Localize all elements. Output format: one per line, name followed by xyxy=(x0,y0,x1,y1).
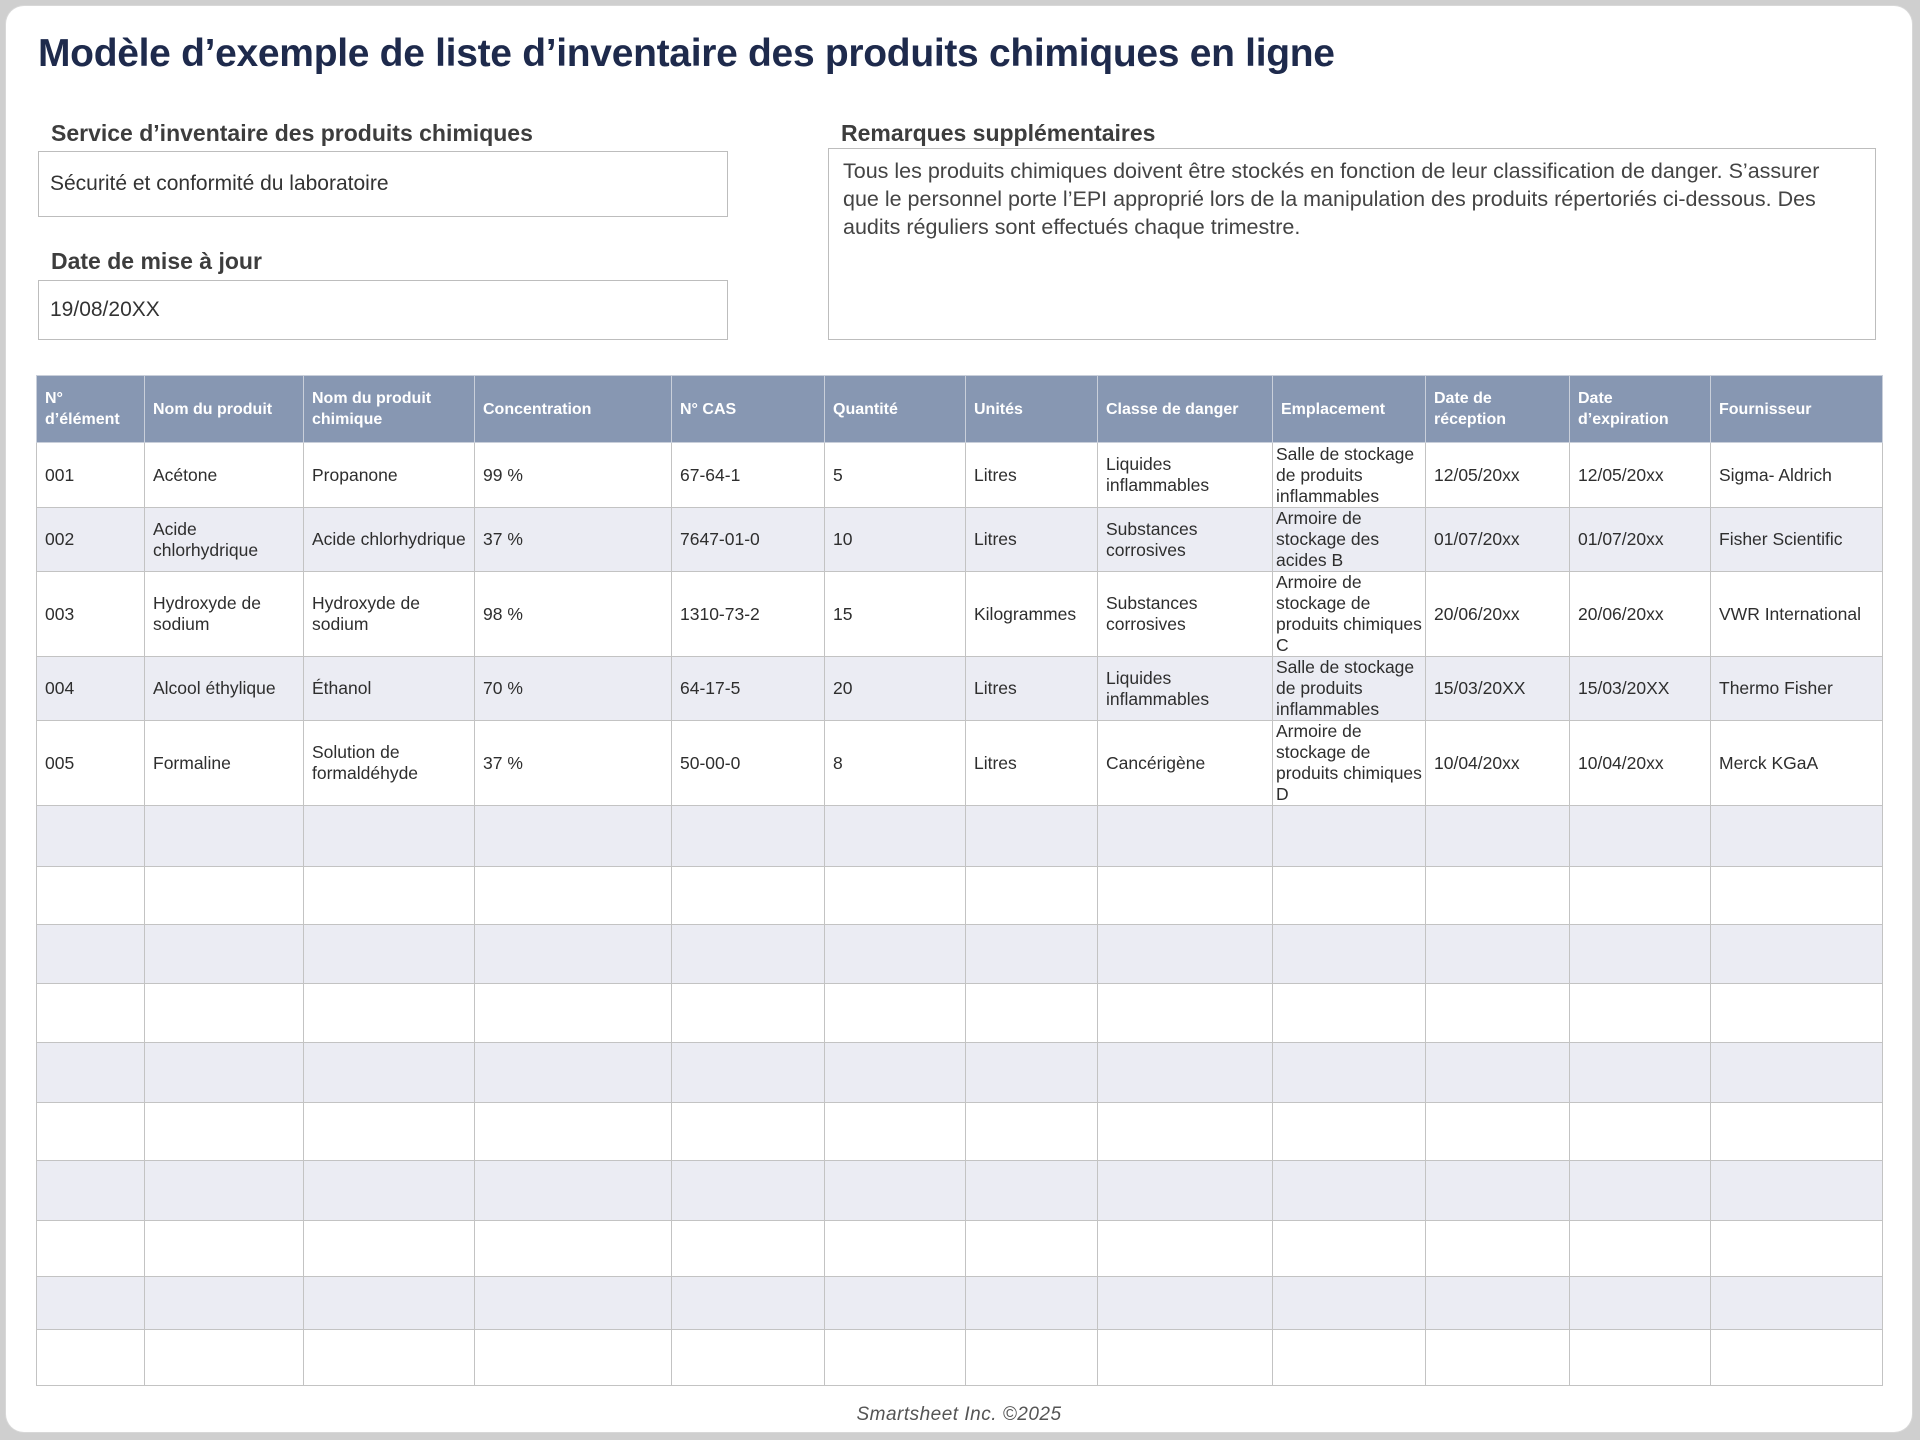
notes-text: Tous les produits chimiques doivent être stockés en fonction de leur classification de danger. S’assurer que le personnel porte l’EPI approprié lors de la manipulation des produits répertoriés ci-dessous. Des audits réguliers sont effectués chaque trimestre. xyxy=(843,159,1820,239)
empty-cell-concentration[interactable] xyxy=(475,1330,672,1386)
date-field[interactable] xyxy=(38,280,728,340)
empty-cell-expiration-date[interactable] xyxy=(1570,867,1711,925)
empty-cell-item-number[interactable] xyxy=(37,806,145,867)
header-concentration: Concentration xyxy=(475,376,672,443)
header-received-date: Date de réception xyxy=(1426,376,1570,443)
empty-cell-received-date[interactable] xyxy=(1426,1043,1570,1103)
empty-cell-received-date[interactable] xyxy=(1426,1221,1570,1277)
empty-cell-expiration-date[interactable] xyxy=(1570,984,1711,1043)
cell-concentration[interactable]: 99 % xyxy=(475,443,672,508)
empty-cell-quantity[interactable] xyxy=(825,1043,966,1103)
empty-cell-chemical-name[interactable] xyxy=(304,984,475,1043)
empty-cell-supplier[interactable] xyxy=(1711,867,1883,925)
empty-cell-received-date[interactable] xyxy=(1426,1161,1570,1221)
header-product-name: Nom du produit xyxy=(145,376,304,443)
empty-cell-supplier[interactable] xyxy=(1711,1103,1883,1161)
empty-cell-supplier[interactable] xyxy=(1711,806,1883,867)
empty-cell-quantity[interactable] xyxy=(825,1277,966,1330)
cell-supplier[interactable]: Merck KGaA xyxy=(1711,721,1883,806)
cell-expiration-date[interactable]: 01/07/20xx xyxy=(1570,508,1711,572)
empty-cell-chemical-name[interactable] xyxy=(304,1161,475,1221)
cell-hazard-class[interactable]: Liquides inflammables xyxy=(1098,657,1273,721)
empty-cell-product-name[interactable] xyxy=(145,925,304,984)
empty-cell-product-name[interactable] xyxy=(145,867,304,925)
empty-cell-cas-number[interactable] xyxy=(672,1221,825,1277)
table-row-empty xyxy=(37,806,1883,867)
empty-cell-units[interactable] xyxy=(966,1103,1098,1161)
empty-cell-chemical-name[interactable] xyxy=(304,1221,475,1277)
cell-product-name[interactable]: Alcool éthylique xyxy=(145,657,304,721)
cell-concentration[interactable]: 37 % xyxy=(475,721,672,806)
empty-cell-hazard-class[interactable] xyxy=(1098,1277,1273,1330)
empty-cell-chemical-name[interactable] xyxy=(304,1043,475,1103)
empty-cell-product-name[interactable] xyxy=(145,806,304,867)
cell-received-date[interactable]: 15/03/20XX xyxy=(1426,657,1570,721)
cell-received-date[interactable]: 20/06/20xx xyxy=(1426,572,1570,657)
empty-cell-expiration-date[interactable] xyxy=(1570,1221,1711,1277)
empty-cell-cas-number[interactable] xyxy=(672,806,825,867)
inventory-table xyxy=(36,375,1883,1386)
cell-units[interactable]: Litres xyxy=(966,508,1098,572)
table-header-row xyxy=(37,376,1883,443)
empty-cell-hazard-class[interactable] xyxy=(1098,867,1273,925)
cell-chemical-name[interactable]: Hydroxyde de sodium xyxy=(304,572,475,657)
empty-cell-supplier[interactable] xyxy=(1711,984,1883,1043)
cell-product-name[interactable]: Formaline xyxy=(145,721,304,806)
cell-units[interactable]: Litres xyxy=(966,443,1098,508)
empty-cell-cas-number[interactable] xyxy=(672,984,825,1043)
cell-expiration-date[interactable]: 20/06/20xx xyxy=(1570,572,1711,657)
empty-cell-hazard-class[interactable] xyxy=(1098,1161,1273,1221)
empty-cell-hazard-class[interactable] xyxy=(1098,806,1273,867)
empty-cell-received-date[interactable] xyxy=(1426,925,1570,984)
cell-expiration-date[interactable]: 12/05/20xx xyxy=(1570,443,1711,508)
empty-cell-units[interactable] xyxy=(966,984,1098,1043)
empty-cell-hazard-class[interactable] xyxy=(1098,1330,1273,1386)
cell-received-date[interactable]: 01/07/20xx xyxy=(1426,508,1570,572)
cell-location[interactable]: Armoire de stockage des acides B xyxy=(1273,508,1426,572)
cell-chemical-name[interactable]: Solution de formaldéhyde xyxy=(304,721,475,806)
cell-item-number[interactable]: 005 xyxy=(37,721,145,806)
cell-concentration[interactable]: 37 % xyxy=(475,508,672,572)
service-field[interactable] xyxy=(38,151,728,217)
empty-cell-cas-number[interactable] xyxy=(672,925,825,984)
cell-quantity[interactable]: 15 xyxy=(825,572,966,657)
cell-concentration[interactable]: 98 % xyxy=(475,572,672,657)
empty-cell-expiration-date[interactable] xyxy=(1570,806,1711,867)
table-row xyxy=(37,443,1883,508)
empty-cell-item-number[interactable] xyxy=(37,1221,145,1277)
empty-cell-item-number[interactable] xyxy=(37,925,145,984)
cell-quantity[interactable]: 8 xyxy=(825,721,966,806)
empty-cell-units[interactable] xyxy=(966,867,1098,925)
cell-chemical-name[interactable]: Éthanol xyxy=(304,657,475,721)
empty-cell-cas-number[interactable] xyxy=(672,1103,825,1161)
empty-cell-quantity[interactable] xyxy=(825,1330,966,1386)
empty-cell-cas-number[interactable] xyxy=(672,1330,825,1386)
cell-hazard-class[interactable]: Liquides inflammables xyxy=(1098,443,1273,508)
cell-location[interactable]: Salle de stockage de produits inflammables xyxy=(1273,657,1426,721)
cell-quantity[interactable]: 5 xyxy=(825,443,966,508)
empty-cell-item-number[interactable] xyxy=(37,1161,145,1221)
empty-cell-item-number[interactable] xyxy=(37,984,145,1043)
cell-chemical-name[interactable]: Acide chlorhydrique xyxy=(304,508,475,572)
document-page xyxy=(6,6,1912,1432)
empty-cell-location[interactable] xyxy=(1273,806,1426,867)
table-row-empty xyxy=(37,867,1883,925)
table-row xyxy=(37,572,1883,657)
empty-cell-quantity[interactable] xyxy=(825,925,966,984)
table-row-empty xyxy=(37,1103,1883,1161)
empty-cell-chemical-name[interactable] xyxy=(304,925,475,984)
cell-concentration[interactable]: 70 % xyxy=(475,657,672,721)
header-units: Unités xyxy=(966,376,1098,443)
empty-cell-item-number[interactable] xyxy=(37,1043,145,1103)
empty-cell-units[interactable] xyxy=(966,1221,1098,1277)
empty-cell-expiration-date[interactable] xyxy=(1570,1161,1711,1221)
empty-cell-location[interactable] xyxy=(1273,1277,1426,1330)
empty-cell-supplier[interactable] xyxy=(1711,1277,1883,1330)
empty-cell-location[interactable] xyxy=(1273,925,1426,984)
empty-cell-quantity[interactable] xyxy=(825,1103,966,1161)
header-chemical-name: Nom du produit chimique xyxy=(304,376,475,443)
empty-cell-product-name[interactable] xyxy=(145,1161,304,1221)
notes-field[interactable] xyxy=(828,148,1876,340)
empty-cell-location[interactable] xyxy=(1273,1221,1426,1277)
header-quantity: Quantité xyxy=(825,376,966,443)
cell-chemical-name[interactable]: Propanone xyxy=(304,443,475,508)
empty-cell-received-date[interactable] xyxy=(1426,1277,1570,1330)
empty-cell-received-date[interactable] xyxy=(1426,867,1570,925)
cell-units[interactable]: Litres xyxy=(966,657,1098,721)
header-supplier: Fournisseur xyxy=(1711,376,1883,443)
empty-cell-expiration-date[interactable] xyxy=(1570,925,1711,984)
empty-cell-supplier[interactable] xyxy=(1711,1161,1883,1221)
cell-item-number[interactable]: 003 xyxy=(37,572,145,657)
cell-cas-number[interactable]: 7647-01-0 xyxy=(672,508,825,572)
empty-cell-cas-number[interactable] xyxy=(672,1277,825,1330)
empty-cell-units[interactable] xyxy=(966,1161,1098,1221)
empty-cell-expiration-date[interactable] xyxy=(1570,1330,1711,1386)
empty-cell-cas-number[interactable] xyxy=(672,867,825,925)
empty-cell-supplier[interactable] xyxy=(1711,1043,1883,1103)
cell-location[interactable]: Salle de stockage de produits inflammables xyxy=(1273,443,1426,508)
cell-cas-number[interactable]: 1310-73-2 xyxy=(672,572,825,657)
cell-location[interactable]: Armoire de stockage de produits chimiques D xyxy=(1273,721,1426,806)
empty-cell-expiration-date[interactable] xyxy=(1570,1277,1711,1330)
cell-received-date[interactable]: 10/04/20xx xyxy=(1426,721,1570,806)
date-value: 19/08/20XX xyxy=(50,298,160,321)
header-expiration-date: Date d’expiration xyxy=(1570,376,1711,443)
cell-units[interactable]: Kilogrammes xyxy=(966,572,1098,657)
empty-cell-received-date[interactable] xyxy=(1426,806,1570,867)
cell-supplier[interactable]: VWR International xyxy=(1711,572,1883,657)
empty-cell-location[interactable] xyxy=(1273,1043,1426,1103)
service-label: Service d’inventaire des produits chimiques xyxy=(51,120,533,146)
empty-cell-chemical-name[interactable] xyxy=(304,806,475,867)
empty-cell-chemical-name[interactable] xyxy=(304,867,475,925)
empty-cell-quantity[interactable] xyxy=(825,1221,966,1277)
empty-cell-product-name[interactable] xyxy=(145,984,304,1043)
empty-cell-units[interactable] xyxy=(966,806,1098,867)
cell-hazard-class[interactable]: Substances corrosives xyxy=(1098,572,1273,657)
empty-cell-cas-number[interactable] xyxy=(672,1161,825,1221)
empty-cell-chemical-name[interactable] xyxy=(304,1330,475,1386)
cell-location[interactable]: Armoire de stockage de produits chimiques C xyxy=(1273,572,1426,657)
table-row-empty xyxy=(37,1330,1883,1386)
empty-cell-received-date[interactable] xyxy=(1426,1103,1570,1161)
cell-hazard-class[interactable]: Substances corrosives xyxy=(1098,508,1273,572)
table-row-empty xyxy=(37,1043,1883,1103)
cell-supplier[interactable]: Thermo Fisher xyxy=(1711,657,1883,721)
cell-hazard-class[interactable]: Cancérigène xyxy=(1098,721,1273,806)
cell-cas-number[interactable]: 64-17-5 xyxy=(672,657,825,721)
notes-label: Remarques supplémentaires xyxy=(841,120,1156,146)
empty-cell-concentration[interactable] xyxy=(475,984,672,1043)
empty-cell-product-name[interactable] xyxy=(145,1221,304,1277)
empty-cell-chemical-name[interactable] xyxy=(304,1277,475,1330)
cell-quantity[interactable]: 10 xyxy=(825,508,966,572)
header-hazard-class: Classe de danger xyxy=(1098,376,1273,443)
service-value: Sécurité et conformité du laboratoire xyxy=(50,172,389,195)
empty-cell-received-date[interactable] xyxy=(1426,1330,1570,1386)
page-title: Modèle d’exemple de liste d’inventaire des produits chimiques en ligne xyxy=(38,32,1335,75)
empty-cell-hazard-class[interactable] xyxy=(1098,1043,1273,1103)
footer-copyright: Smartsheet Inc. ©2025 xyxy=(856,1404,1062,1425)
header-cas-number: N° CAS xyxy=(672,376,825,443)
empty-cell-product-name[interactable] xyxy=(145,1330,304,1386)
table-row-empty xyxy=(37,1277,1883,1330)
empty-cell-concentration[interactable] xyxy=(475,1043,672,1103)
empty-cell-cas-number[interactable] xyxy=(672,1043,825,1103)
empty-cell-concentration[interactable] xyxy=(475,1103,672,1161)
header-item-number: N° d’élément xyxy=(37,376,145,443)
empty-cell-hazard-class[interactable] xyxy=(1098,984,1273,1043)
table-row-empty xyxy=(37,984,1883,1043)
cell-item-number[interactable]: 004 xyxy=(37,657,145,721)
empty-cell-hazard-class[interactable] xyxy=(1098,1221,1273,1277)
cell-product-name[interactable]: Acétone xyxy=(145,443,304,508)
empty-cell-concentration[interactable] xyxy=(475,806,672,867)
empty-cell-supplier[interactable] xyxy=(1711,925,1883,984)
table-row xyxy=(37,721,1883,806)
empty-cell-hazard-class[interactable] xyxy=(1098,1103,1273,1161)
empty-cell-units[interactable] xyxy=(966,1277,1098,1330)
table-row-empty xyxy=(37,1221,1883,1277)
empty-cell-units[interactable] xyxy=(966,1330,1098,1386)
cell-product-name[interactable]: Acide chlorhydrique xyxy=(145,508,304,572)
cell-expiration-date[interactable]: 15/03/20XX xyxy=(1570,657,1711,721)
empty-cell-units[interactable] xyxy=(966,925,1098,984)
empty-cell-supplier[interactable] xyxy=(1711,1330,1883,1386)
empty-cell-product-name[interactable] xyxy=(145,1103,304,1161)
cell-received-date[interactable]: 12/05/20xx xyxy=(1426,443,1570,508)
empty-cell-item-number[interactable] xyxy=(37,1277,145,1330)
empty-cell-units[interactable] xyxy=(966,1043,1098,1103)
empty-cell-quantity[interactable] xyxy=(825,1161,966,1221)
cell-cas-number[interactable]: 67-64-1 xyxy=(672,443,825,508)
empty-cell-item-number[interactable] xyxy=(37,1330,145,1386)
cell-expiration-date[interactable]: 10/04/20xx xyxy=(1570,721,1711,806)
empty-cell-expiration-date[interactable] xyxy=(1570,1103,1711,1161)
empty-cell-chemical-name[interactable] xyxy=(304,1103,475,1161)
empty-cell-concentration[interactable] xyxy=(475,1221,672,1277)
table-row xyxy=(37,657,1883,721)
date-label: Date de mise à jour xyxy=(51,248,262,274)
empty-cell-product-name[interactable] xyxy=(145,1043,304,1103)
header-location: Emplacement xyxy=(1273,376,1426,443)
cell-item-number[interactable]: 001 xyxy=(37,443,145,508)
cell-supplier[interactable]: Fisher Scientific xyxy=(1711,508,1883,572)
empty-cell-expiration-date[interactable] xyxy=(1570,1043,1711,1103)
table-row-empty xyxy=(37,925,1883,984)
empty-cell-hazard-class[interactable] xyxy=(1098,925,1273,984)
empty-cell-location[interactable] xyxy=(1273,1103,1426,1161)
cell-cas-number[interactable]: 50-00-0 xyxy=(672,721,825,806)
empty-cell-quantity[interactable] xyxy=(825,806,966,867)
empty-cell-concentration[interactable] xyxy=(475,1277,672,1330)
empty-cell-concentration[interactable] xyxy=(475,925,672,984)
empty-cell-item-number[interactable] xyxy=(37,1103,145,1161)
empty-cell-location[interactable] xyxy=(1273,1161,1426,1221)
cell-quantity[interactable]: 20 xyxy=(825,657,966,721)
empty-cell-quantity[interactable] xyxy=(825,984,966,1043)
empty-cell-location[interactable] xyxy=(1273,1330,1426,1386)
cell-units[interactable]: Litres xyxy=(966,721,1098,806)
empty-cell-location[interactable] xyxy=(1273,984,1426,1043)
cell-item-number[interactable]: 002 xyxy=(37,508,145,572)
empty-cell-location[interactable] xyxy=(1273,867,1426,925)
empty-cell-received-date[interactable] xyxy=(1426,984,1570,1043)
empty-cell-concentration[interactable] xyxy=(475,867,672,925)
table-row xyxy=(37,508,1883,572)
table-row-empty xyxy=(37,1161,1883,1221)
empty-cell-supplier[interactable] xyxy=(1711,1221,1883,1277)
empty-cell-product-name[interactable] xyxy=(145,1277,304,1330)
cell-product-name[interactable]: Hydroxyde de sodium xyxy=(145,572,304,657)
cell-supplier[interactable]: Sigma- Aldrich xyxy=(1711,443,1883,508)
empty-cell-item-number[interactable] xyxy=(37,867,145,925)
empty-cell-quantity[interactable] xyxy=(825,867,966,925)
empty-cell-concentration[interactable] xyxy=(475,1161,672,1221)
